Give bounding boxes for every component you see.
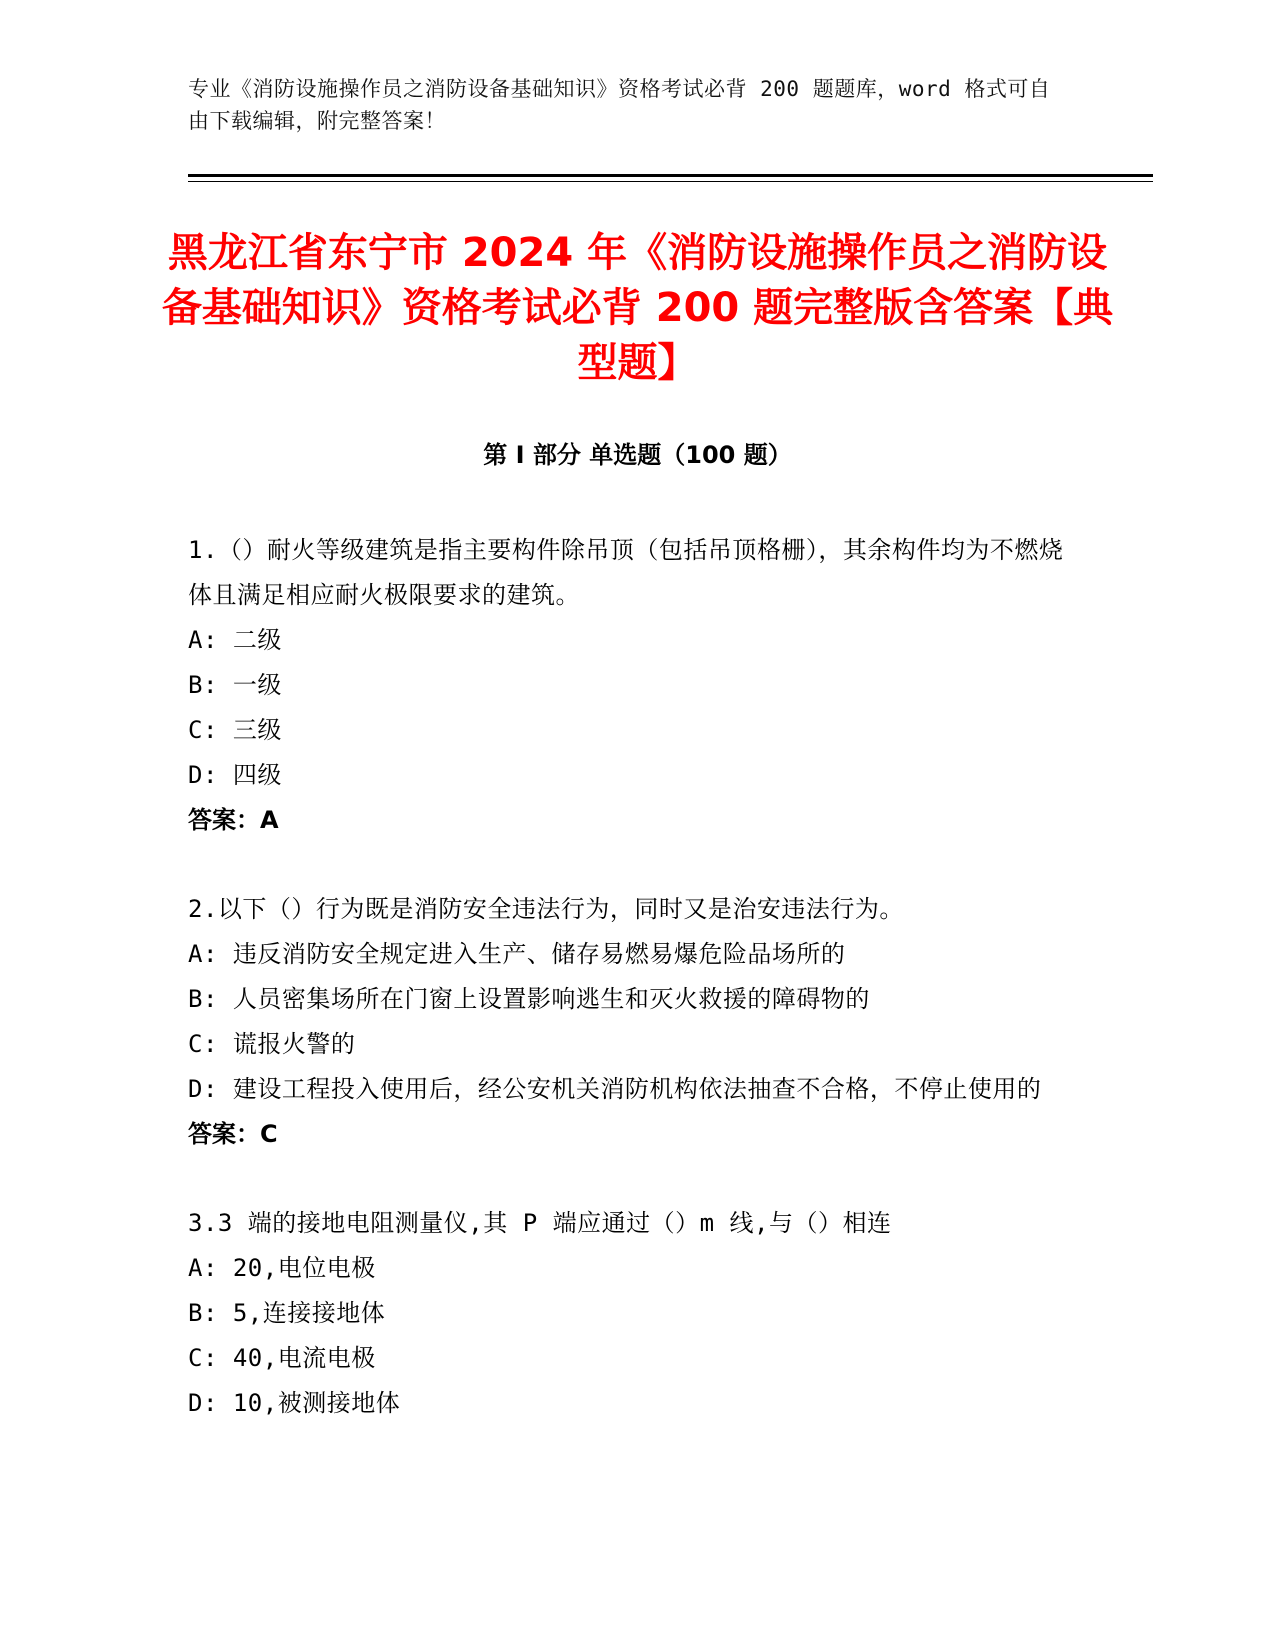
question-stem: 1.（）耐火等级建筑是指主要构件除吊顶（包括吊顶格栅），其余构件均为不燃烧体且满足相应耐火极限要求的建筑。: [188, 536, 1064, 609]
option-d: D: 10,被测接地体: [188, 1389, 401, 1417]
option-c: C: 三级: [188, 716, 282, 744]
answer: 答案：C: [188, 1120, 278, 1148]
option-a: A: 20,电位电极: [188, 1254, 376, 1282]
option-a: A: 违反消防安全规定进入生产、储存易燃易爆危险品场所的: [188, 940, 846, 968]
option-a: A: 二级: [188, 626, 282, 654]
question-3: [188, 1201, 1068, 1426]
header-divider-thick: [188, 174, 1153, 177]
answer: 答案：A: [188, 806, 279, 834]
question-stem: 2.以下（）行为既是消防安全违法行为，同时又是治安违法行为。: [188, 895, 904, 923]
option-b: B: 人员密集场所在门窗上设置影响逃生和灭火救援的障碍物的: [188, 985, 870, 1013]
option-b: B: 一级: [188, 671, 282, 699]
option-d: D: 四级: [188, 761, 282, 789]
document-title: 黑龙江省东宁市 2024 年《消防设施操作员之消防设备基础知识》资格考试必背 200 题完整版含答案【典型题】: [161, 230, 1114, 386]
option-c: C: 谎报火警的: [188, 1030, 356, 1058]
header-note: 专业《消防设施操作员之消防设备基础知识》资格考试必背 200 题题库，word 格式可自由下载编辑，附完整答案！: [188, 77, 1051, 133]
question-1: [188, 528, 1068, 843]
question-list: [188, 528, 1068, 1470]
option-b: B: 5,连接接地体: [188, 1299, 386, 1327]
question-stem: 3.3 端的接地电阻测量仪,其 P 端应通过（）m 线,与（）相连: [188, 1209, 892, 1237]
option-d: D: 建设工程投入使用后，经公安机关消防机构依法抽查不合格，不停止使用的: [188, 1075, 1042, 1103]
section-heading: 第 I 部分 单选题（100 题）: [483, 441, 792, 469]
option-c: C: 40,电流电极: [188, 1344, 376, 1372]
header-divider-thin: [188, 181, 1153, 182]
question-2: [188, 887, 1068, 1157]
